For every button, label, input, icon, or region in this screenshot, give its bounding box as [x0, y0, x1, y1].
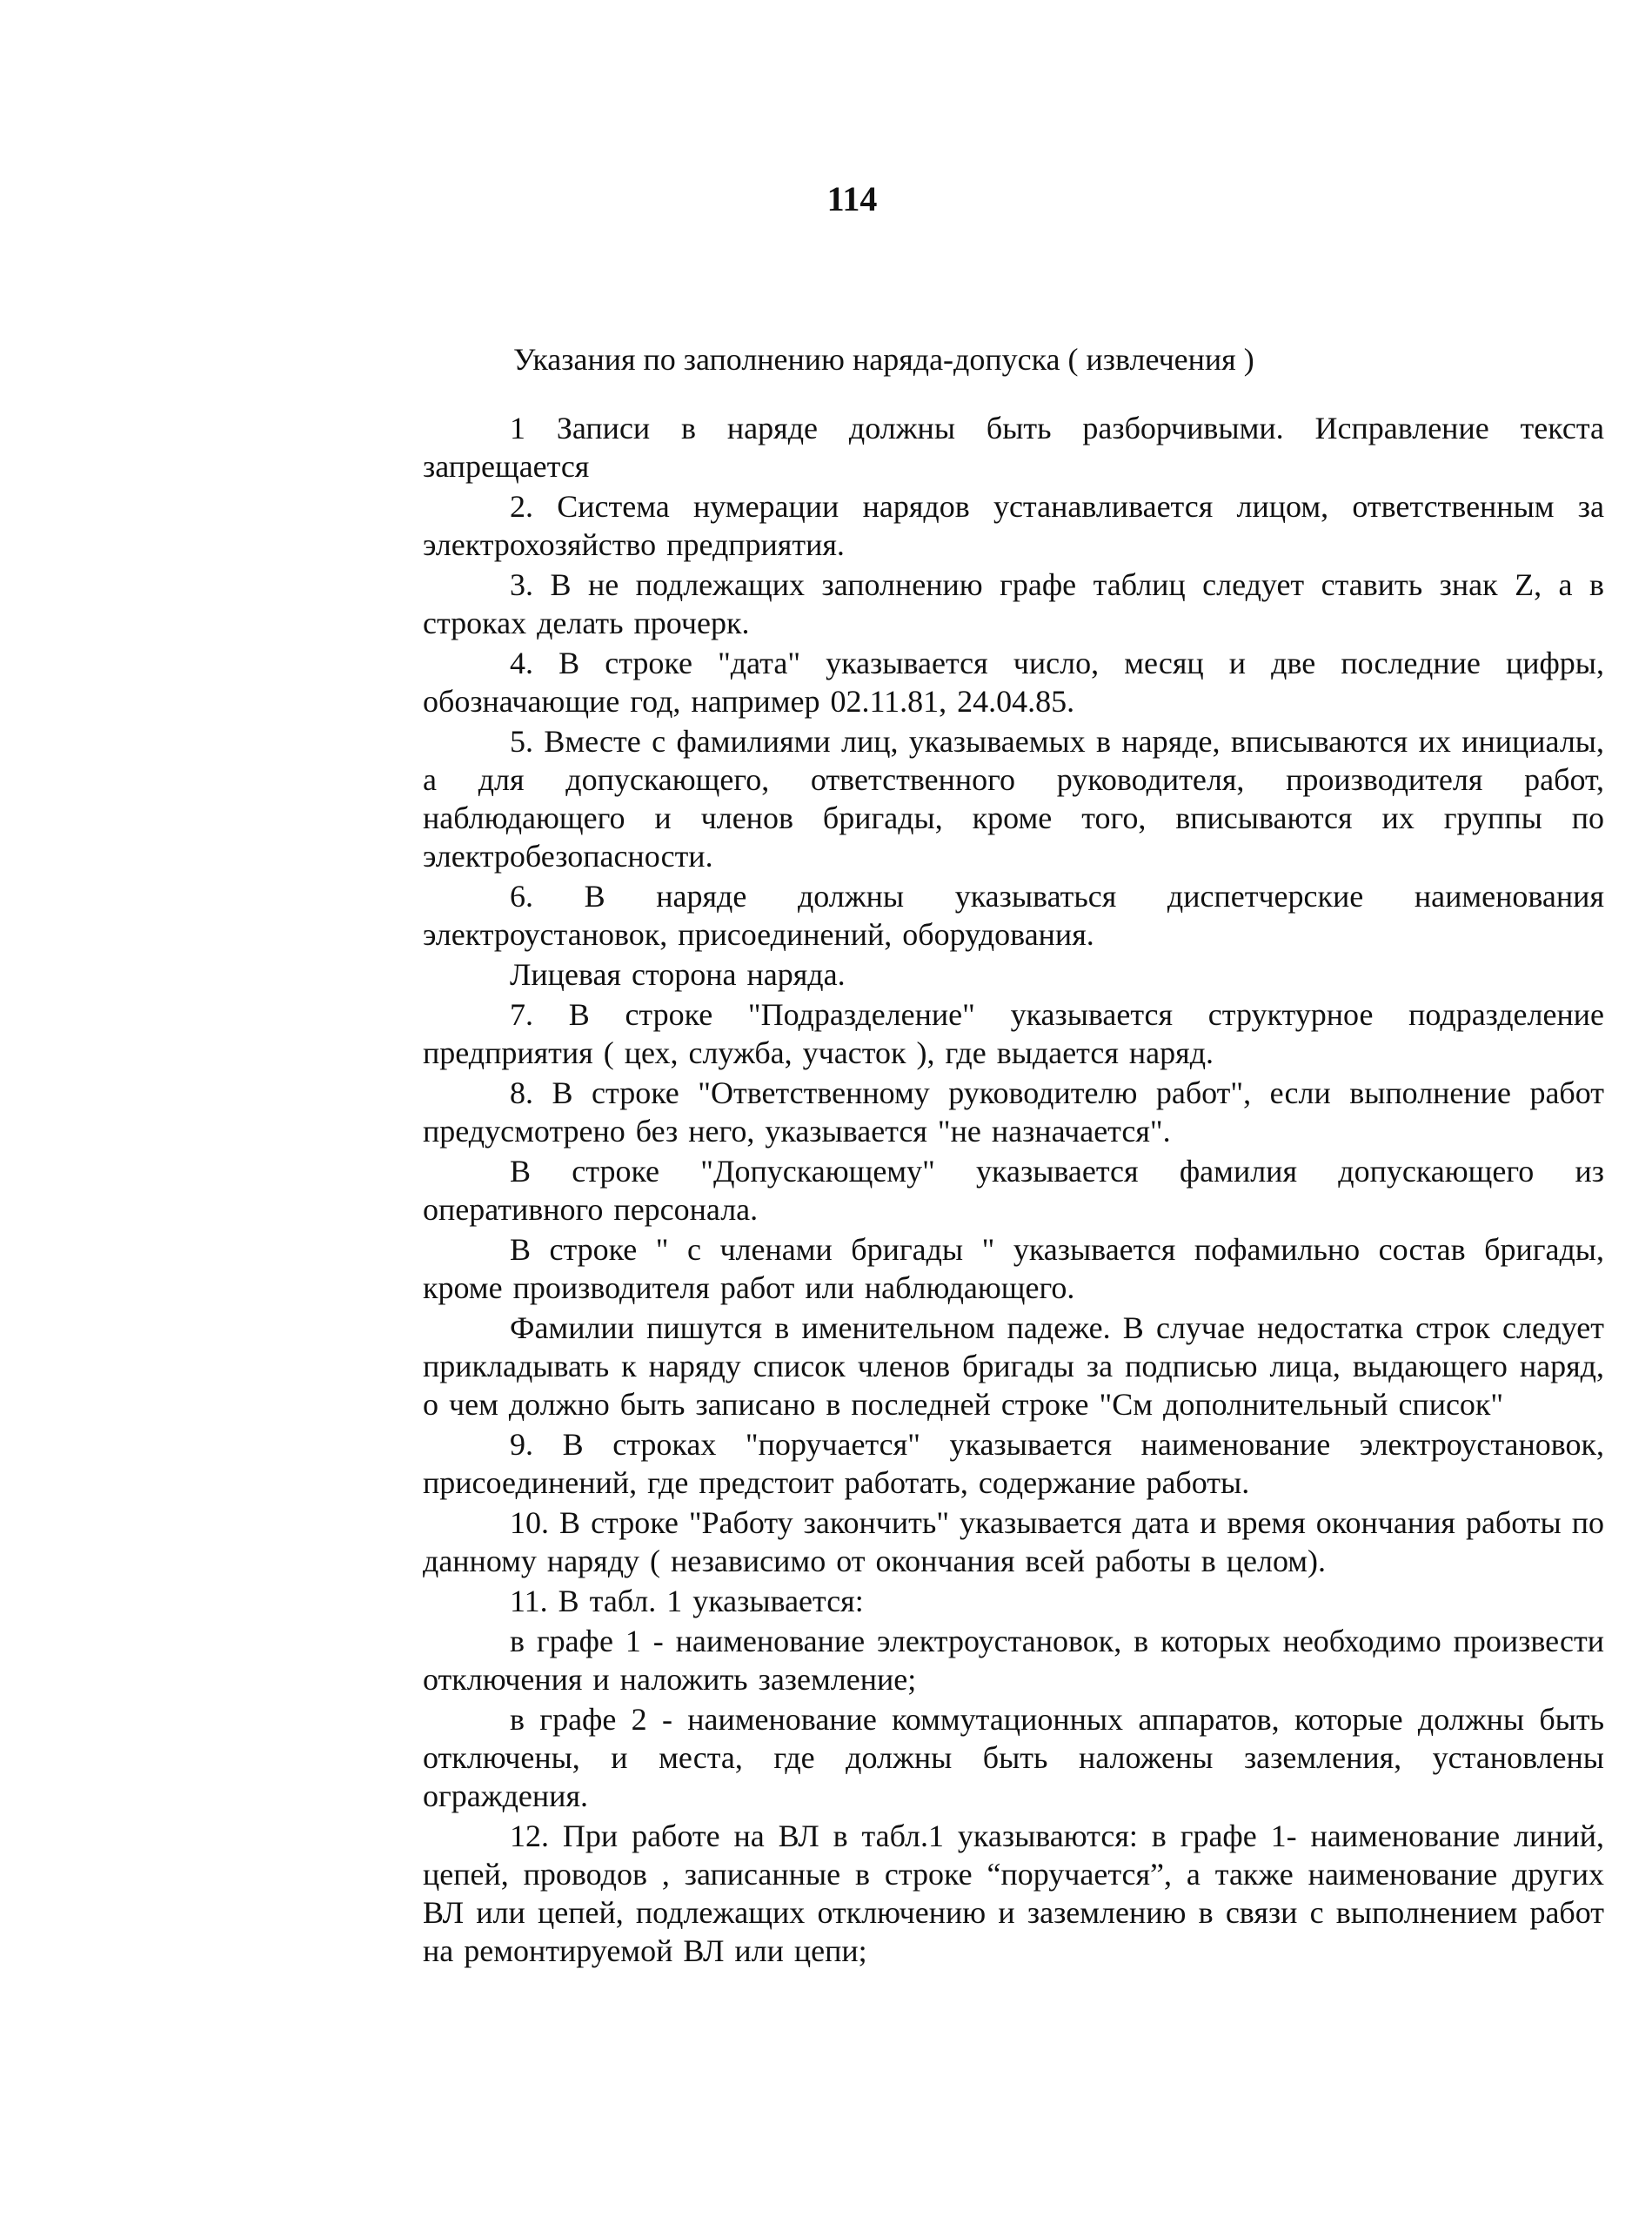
- document-body: [423, 409, 1604, 1972]
- paragraph-5: 5. Вместе с фамилиями лиц, указываемых в наряде, вписываются их инициалы, а для допускающего, ответственного руководителя, производителя работ, наблюдающего и членов бригады, кроме того, вписываются их группы по электробезопасности.: [423, 724, 1604, 874]
- paragraph-8-surnames: Фамилии пишутся в именительном падеже. В случае недостатка строк следует прикладывать к наряду список членов бригады за подписью лица, выдающего наряд, о чем должно быть записано в последней строке "См дополнительный список": [423, 1310, 1604, 1422]
- paragraph-3: 3. В не подлежащих заполнению графе таблиц следует ставить знак Z, а в строках делать прочерк.: [423, 567, 1604, 640]
- paragraph-11-column-2: в графе 2 - наименование коммутационных аппаратов, которые должны быть отключены, и места, где должны быть наложены заземления, установлены ограждения.: [423, 1702, 1604, 1813]
- paragraph-11-column-1: в графе 1 - наименование электроустановок, в которых необходимо произвести отключения и наложить заземление;: [423, 1624, 1604, 1697]
- paragraph-8: 8. В строке "Ответственному руководителю работ", если выполнение работ предусмотрено без него, указывается "не назначается".: [423, 1075, 1604, 1149]
- paragraph-9: 9. В строках "поручается" указывается наименование электроустановок, присоединений, где предстоит работать, содержание работы.: [423, 1427, 1604, 1500]
- paragraph-7: 7. В строке "Подразделение" указывается структурное подразделение предприятия ( цех, служба, участок ), где выдается наряд.: [423, 997, 1604, 1070]
- section-heading-front-side: Лицевая сторона наряда.: [510, 957, 846, 992]
- paragraph-8-brigade: В строке " с членами бригады " указывается пофамильно состав бригады, кроме производителя работ или наблюдающего.: [423, 1232, 1604, 1305]
- document-title: Указания по заполнению наряда-допуска ( извлечения ): [513, 342, 1254, 377]
- paragraph-2: 2. Система нумерации нарядов устанавливается лицом, ответственным за электрохозяйство предприятия.: [423, 489, 1604, 562]
- paragraph-6: 6. В наряде должны указываться диспетчерские наименования электроустановок, присоединений, оборудования.: [423, 879, 1604, 952]
- paragraph-8-admitting: В строке "Допускающему" указывается фамилия допускающего из оперативного персонала.: [423, 1154, 1604, 1227]
- page-number: 114: [826, 179, 878, 218]
- paragraph-11: 11. В табл. 1 указывается:: [510, 1584, 864, 1618]
- paragraph-12: 12. При работе на ВЛ в табл.1 указываются: в графе 1- наименование линий, цепей, проводов , записанные в строке “поручается”, а также наименование других ВЛ или цепей, подлежащих отключению и заземлению в связи с выполнением работ на ремонтируемой ВЛ или цепи;: [423, 1818, 1604, 1968]
- paragraph-10: 10. В строке "Работу закончить" указывается дата и время окончания работы по данному наряду ( независимо от окончания всей работы в целом).: [423, 1505, 1604, 1578]
- paragraph-4: 4. В строке "дата" указывается число, месяц и две последние цифры, обозначающие год, например 02.11.81, 24.04.85.: [423, 646, 1604, 719]
- paragraph-1: 1 Записи в наряде должны быть разборчивыми. Исправление текста запрещается: [423, 411, 1604, 484]
